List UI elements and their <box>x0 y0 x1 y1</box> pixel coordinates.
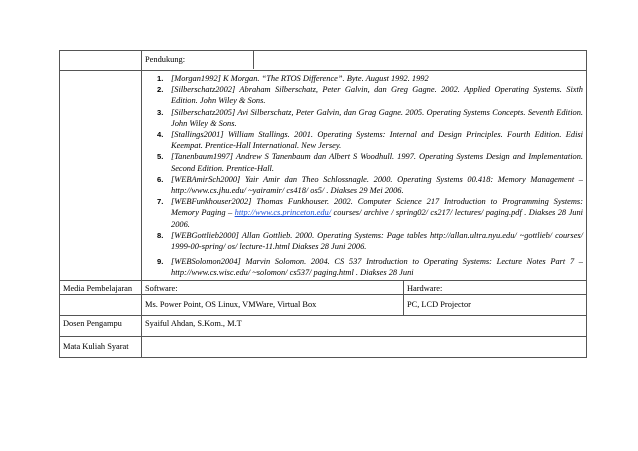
reference-text: [Tanenbaum1997] Andrew S Tanenbaum dan Albert S Woodhull. 1997. Operating Systems Design and Implementation. Second Edition. Prentice-Hall. <box>171 152 583 173</box>
media-values-row <box>60 294 587 315</box>
pendukung-header-cell <box>142 51 587 71</box>
reference-item <box>157 196 583 230</box>
reference-item <box>157 84 583 106</box>
reference-item <box>157 73 583 84</box>
reference-text: [WEBGottlieb2000] Allan Gottlieb. 2000. Operating Systems: Page tables http://allan.ultra.nyu.edu/ ~gottlieb/ courses/ 1999-00-spring/ os/ lecture-11.html Diakses 28 Juni 2006. <box>171 230 583 252</box>
reference-number: 6. <box>157 174 164 184</box>
syarat-label: Mata Kuliah Syarat <box>60 336 142 357</box>
dosen-label: Dosen Pengampu <box>60 315 142 336</box>
reference-text: [Silberschatz2002] Abraham Silberschatz, Peter Galvin, dan Greg Gagne. 2002. Applied Operating Systems. Sixth Edition. John Wiley & Sons. <box>171 85 583 106</box>
reference-number: 8. <box>157 230 164 240</box>
course-info-table <box>59 50 587 358</box>
references-cell <box>142 71 587 281</box>
reference-item <box>157 107 583 129</box>
reference-text: [Silberschatz2005] Avi Silberschatz, Peter Galvin, dan Grag Gagne. 2005. Operating Systems Concepts. Seventh Edition. John Wiley & Sons. <box>171 107 583 128</box>
hardware-label: Hardware: <box>404 280 587 294</box>
software-label: Software: <box>142 280 404 294</box>
hardware-value: PC, LCD Projector <box>404 294 587 315</box>
reference-item <box>157 151 583 173</box>
reference-number: 1. <box>157 74 164 83</box>
reference-text: [WEBSolomon2004] Marvin Solomon. 2004. CS 537 Introduction to Operating Systems: Lecture Notes Part 7 – http://www.cs.wisc.edu/ ~solomon/ cs537/ paging.html . Diakses 28 Juni <box>171 257 583 278</box>
dosen-value: Syaiful Ahdan, S.Kom., M.T <box>142 315 587 336</box>
reference-item <box>157 174 583 196</box>
reference-number: 4. <box>157 130 164 140</box>
syarat-value <box>142 336 587 357</box>
pendukung-header-row <box>60 51 587 71</box>
reference-text: [WEBFunkhouser2002] Thomas Funkhouser. 2002. Computer Science 217 Introduction to Programming Systems: Memory Paging – <box>171 197 583 218</box>
syarat-row <box>60 336 587 357</box>
media-row <box>60 280 587 294</box>
reference-item <box>157 256 583 278</box>
empty-cell <box>60 294 142 315</box>
reference-number: 9. <box>157 257 164 267</box>
reference-number: 2. <box>157 85 164 95</box>
empty-cell <box>60 51 142 71</box>
reference-number: 7. <box>157 197 164 207</box>
reference-item <box>157 230 583 252</box>
reference-text: courses/ archive / spring02/ cs217/ lectures/ paging.pdf . Diakses 28 Juni 2006. <box>171 208 583 229</box>
dosen-row <box>60 315 587 336</box>
references-row <box>60 71 587 281</box>
reference-link[interactable]: http://www.cs.princeton.edu/ <box>234 208 332 218</box>
pendukung-label: Pendukung: <box>142 51 254 69</box>
reference-list <box>145 73 583 279</box>
reference-item <box>157 129 583 151</box>
reference-text: [WEBAmirSch2000] Yair Amir dan Theo Schlossnagle. 2000. Operating Systems 00.418: Memory Management – http://www.cs.jhu.edu/ ~yairamir/ cs418/ os5/ . Diakses 29 Mei 2006. <box>171 174 583 196</box>
reference-number: 5. <box>157 152 164 162</box>
reference-text: [Morgan1992] K Morgan. “The RTOS Difference”. Byte. August 1992. 1992 <box>171 74 429 83</box>
reference-text: [Stallings2001] William Stallings. 2001. Operating Systems: Internal and Design Principles. Fourth Edition. Edisi Keempat. Prentice-Hall International. New Jersey. <box>171 130 583 151</box>
media-label: Media Pembelajaran <box>60 280 142 294</box>
empty-cell <box>60 71 142 281</box>
reference-number: 3. <box>157 107 164 117</box>
software-value: Ms. Power Point, OS Linux, VMWare, Virtual Box <box>142 294 404 315</box>
